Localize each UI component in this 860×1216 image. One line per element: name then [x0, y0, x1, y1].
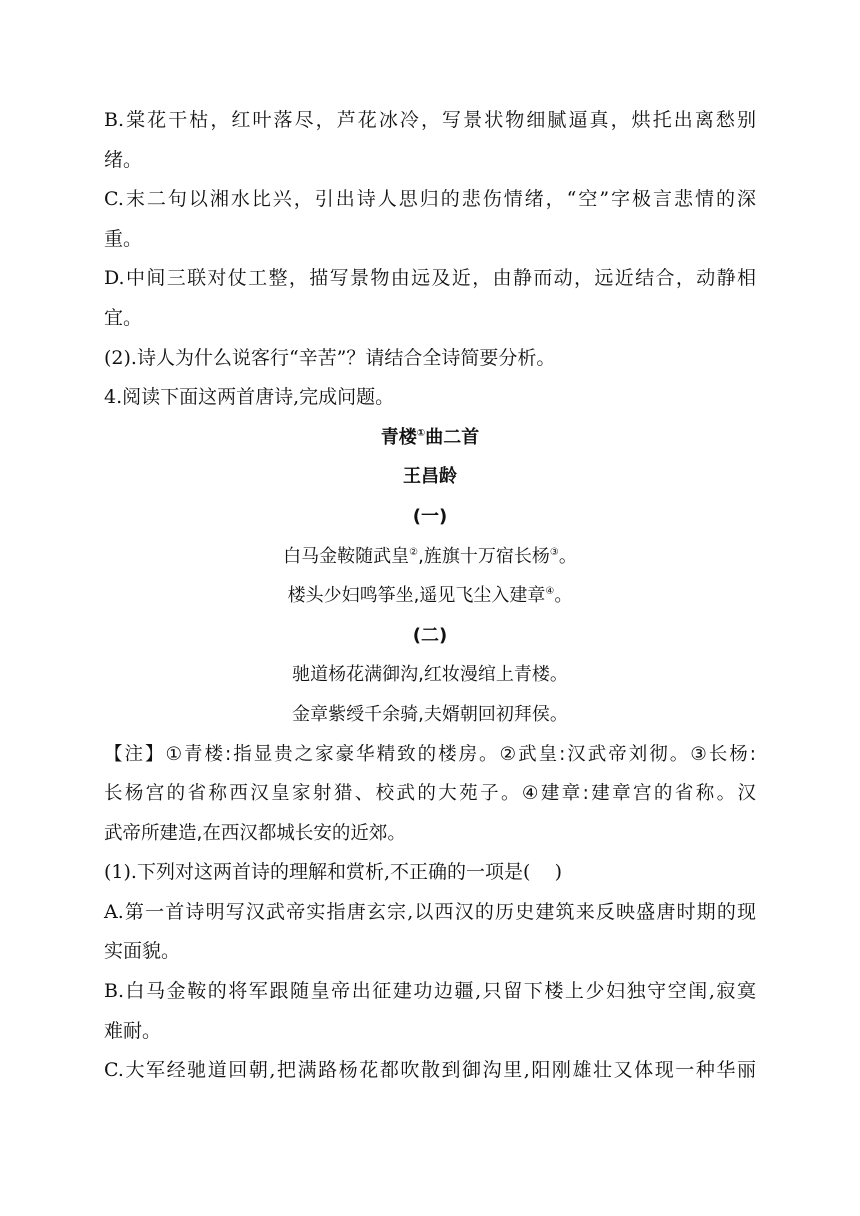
q3-subquestion-2: (2).诗人为什么说客行“辛苦”？请结合全诗简要分析。 [104, 346, 556, 369]
q4-intro: 4.阅读下面这两首唐诗,完成问题。 [104, 386, 395, 409]
q4-option-c-line-1: C.大军经驰道回朝,把满路杨花都吹散到御沟里,阳刚雄壮又体现一种华丽 [104, 1059, 756, 1082]
notes-line-1: 【注】①青楼:指显贵之家豪华精致的楼房。②武皇:汉武帝刘彻。③长杨: [104, 743, 756, 765]
q3-option-d-line-2: 宜。 [104, 306, 143, 329]
poem-2-line-2: 金章紫绶千余骑,夫婿朝回初拜侯。 [292, 703, 568, 725]
poem-1-line-1 [104, 537, 756, 577]
q3-option-c-line-2: 重。 [104, 227, 143, 250]
poem-2-label: (二) [412, 624, 448, 646]
poem-1-line-1-part-b: ,旌旗十万宿长杨 [418, 545, 550, 567]
q4-option-b-line-1: B.白马金鞍的将军跟随皇帝出征建功边疆,只留下楼上少妇独守空闺,寂寞 [104, 980, 756, 1003]
q4-option-a-line-2: 实面貌。 [104, 940, 181, 963]
q4-subquestion-1: (1).下列对这两首诗的理解和赏析,不正确的一项是( ) [104, 861, 562, 884]
poem-title-main: 青楼 [380, 426, 417, 448]
poem-1-label: (一) [412, 505, 448, 527]
q3-option-b-line-1: B.棠花干枯，红叶落尽，芦花冰冷，写景状物细腻逼真，烘托出离愁别 [104, 109, 756, 131]
poem-title-rest: 曲二首 [425, 426, 480, 448]
q4-option-a-line-1: A.第一首诗明写汉武帝实指唐玄宗,以西汉的历史建筑来反映盛唐时期的现 [104, 900, 756, 923]
poem-title-footnote-marker: ① [416, 427, 426, 439]
poem-1-line-2-text: 楼头少妇鸣筝坐,遥见飞尘入建章 [287, 585, 546, 607]
footnote-marker-2: ② [409, 546, 419, 558]
poem-1-line-1-part-a: 白马金鞍随武皇 [283, 545, 410, 567]
q3-option-c-line-1: C.末二句以湘水比兴，引出诗人思归的悲伤情绪，“空”字极言悲情的深 [104, 188, 756, 211]
notes-line-3: 武帝所建造,在西汉都城长安的近郊。 [104, 822, 406, 844]
footnote-marker-3: ③ [549, 546, 559, 558]
q3-option-b-line-2: 绪。 [104, 148, 143, 171]
poem-1-line-1-end: 。 [558, 545, 577, 567]
footnote-marker-4: ④ [545, 586, 555, 598]
q3-option-d-line-1: D.中间三联对仗工整，描写景物由远及近，由静而动，远近结合，动静相 [104, 267, 756, 290]
poem-author: 王昌龄 [403, 466, 457, 488]
document-content [104, 101, 756, 1091]
q4-option-b-line-2: 难耐。 [104, 1019, 162, 1042]
poem-1-line-2 [104, 576, 756, 616]
notes-line-2: 长杨宫的省称西汉皇家射猎、校武的大苑子。④建章:建章宫的省称。汉 [104, 783, 756, 805]
poem-title [104, 418, 756, 458]
poem-1-line-2-end: 。 [554, 585, 573, 607]
poem-2-line-1: 驰道杨花满御沟,红妆漫绾上青楼。 [292, 664, 568, 686]
